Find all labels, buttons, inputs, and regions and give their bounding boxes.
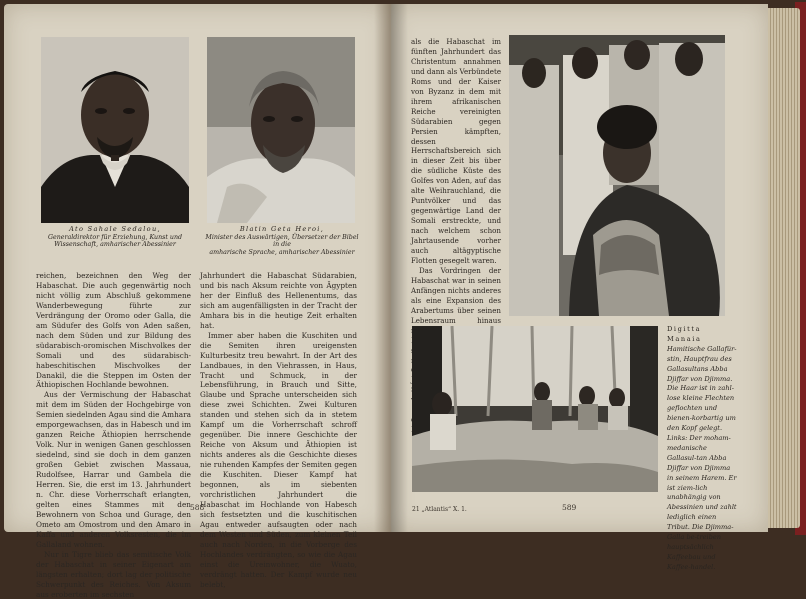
photo-sultan-harem: [412, 326, 658, 492]
paragraph: als die Habaschat im fünften Jahrhundert das Christentum annahmen und dann als Verbündete Roms und der Kaiser von Byzanz in dem mit ihrem afrikanischen Reiche vereinigten Südarabien gegen Persien kämpften, dessen Herrschaftsbereich sich in dieser Zeit bis über die südliche Küste des Golfes von Aden, auf das alte Weihrauchland, die Puntvölker und das gegenwärtige Land der Somali erstreckte, und nach welchem schon Jahrtausende vorher auch altägyptische Flotten gesegelt waren.: [411, 37, 502, 265]
photo-digitta-manaia: [509, 35, 725, 316]
left-text-column-2: [200, 271, 357, 590]
paragraph: Immer aber haben die Kuschiten und die Semiten ihren ureigensten Kulturbesitz treu bewahrt. In der Art des Landbaues, in den Viehrassen, in Haus, Tracht und Schmuck, in der Lebensführung, in Brauch und Sitte, Glaube und Sprache unterscheiden sich diese zwei Schichten. Zwei Kulturen standen und stehen sich da in stetem Kampf um die Vorherrschaft schroff gegenüber. Die innere Geschichte der Reiche von Aksum und Äthiopien ist nichts anderes als die Geschichte dieses nie ruhenden Kampfes der Semiten gegen die Kuschiten. Dieser Kampf hat begonnen, als im siebenten vorchristlichen Jahrhundert die Habaschat im Hochlande von Habesch sich festsetzten und die kuschitischen Agau entweder aufsaugten oder nach dem Westen und Süden, zum kleinen Teil auch nach Norden, in die Vorberge des Hochlandes verdrängten, so wie die Agau einst die Ureinwohner, die Wuato, verdrängt hatten. Der Kampf wurde neu belebt,: [200, 330, 357, 589]
caption-line: amharische Sprache, amharischer Abessinier: [209, 248, 355, 256]
caption-name: Digitta Manaia: [667, 325, 702, 343]
left-text-column-1: [36, 271, 191, 599]
paragraph: Jahrhundert die Habaschat Südarabien, und bis nach Aksum reichte von Ägypten her der Einfluß des Hellenentums, das sich am augenfälligsten in der Tracht der Amhara bis in die heutige Zeit erhalten hat.: [200, 271, 357, 330]
caption-name: Ato Sahale Sedalou,: [69, 225, 161, 233]
signature-mark: 21 „Atlantis“ X. 1.: [412, 506, 467, 513]
paragraph: Nur in Tigre blieb das semitische Volk der Habaschat in seiner Eigenart am längsten erhalten; dort lag der politische Schwerpunkt des Reiches. Von Aksum aus eroberten im sechsten: [36, 549, 191, 599]
paragraph: Aus der Vermischung der Habaschat mit dem im Süden der Hochgebirge von Semien siedelnden Agau sind die Amhara emporgewachsen, das in Habesch und im ganzen Reiche Äthiopien herrschende Volk. Nur in wenigen Ganen geschlossen siedelnd, sind sie doch in dem ganzen großen Gebiet zwischen Massaua, Rudolfsee, Harrar und Gambela die Herren. Sie, die erst im 13. Jahrhundert n. Chr. diese Vorherrschaft erlangten, gelten eines Stammes mit den Bewohnern von Schoa und Gurage, den Ometo am Omostrom und den Amaro in Kaffa und anderen Volksresten, die im Gallaland wohnen.: [36, 390, 191, 549]
caption-name: Blatin Geta Heroi,: [239, 225, 325, 233]
caption-line: Generaldirektor für Erziehung, Kunst und: [47, 233, 183, 241]
caption-line: Minister des Auswärtigen, Übersetzer der Bibel in die: [205, 233, 359, 249]
page-edges: [768, 8, 800, 528]
caption-line: Wissenschaft, amharischer Abessinier: [54, 241, 176, 249]
paragraph: Das Vordringen der Habaschat war in seinen Anfängen nichts anderes als eine Expansion des Arabertums über seinen Lebensraum hinaus: [411, 265, 501, 325]
portrait-caption-right: [203, 226, 361, 256]
side-caption: [667, 325, 737, 573]
paragraph: reichen, bezeichnen den Weg der Habaschat. Die auch gegenwärtig noch nicht völlig zum Abschluß gekommene Wanderbewegung führte zur Verdrängung der Oromo oder Galla, die am Südufer des Golfs von Aden saßen, nach dem Süden und zur Bildung des südarabisch-oromischen Mischvolkes der Somali und des südarabisch-habeschitischen Mischvolkes der Danakil, die die Steppen im Osten der Äthiopischen Hochlande bewohnen.: [36, 271, 191, 390]
portrait-photo-sahale-sedalou: [41, 37, 189, 223]
page-number-right: 589: [562, 503, 577, 512]
portrait-photo-geta-heroi: [207, 37, 355, 223]
page-number-left: 588: [190, 503, 205, 512]
portrait-caption-left: [41, 226, 189, 249]
caption-text: Hamitische Gallafür-stin, Hauptfrau des Gallasultans Abba Djiffar von Djimma. Die Haar ist in zahl-lose kleine Flechten geflochten und bienen-korbartig um den Kopf gelegt. Links: Der moham-medanische Gallasul-tan Abba Djiffar von Djimma in seinem Harem. Er ist ziem-lich unabhängig von Abessinien und zahlt lediglich einen Tribut. Die Djimma-Galla be-treiben hauptsächlich Kaffeebau und Kaffee-handel.: [667, 344, 737, 571]
